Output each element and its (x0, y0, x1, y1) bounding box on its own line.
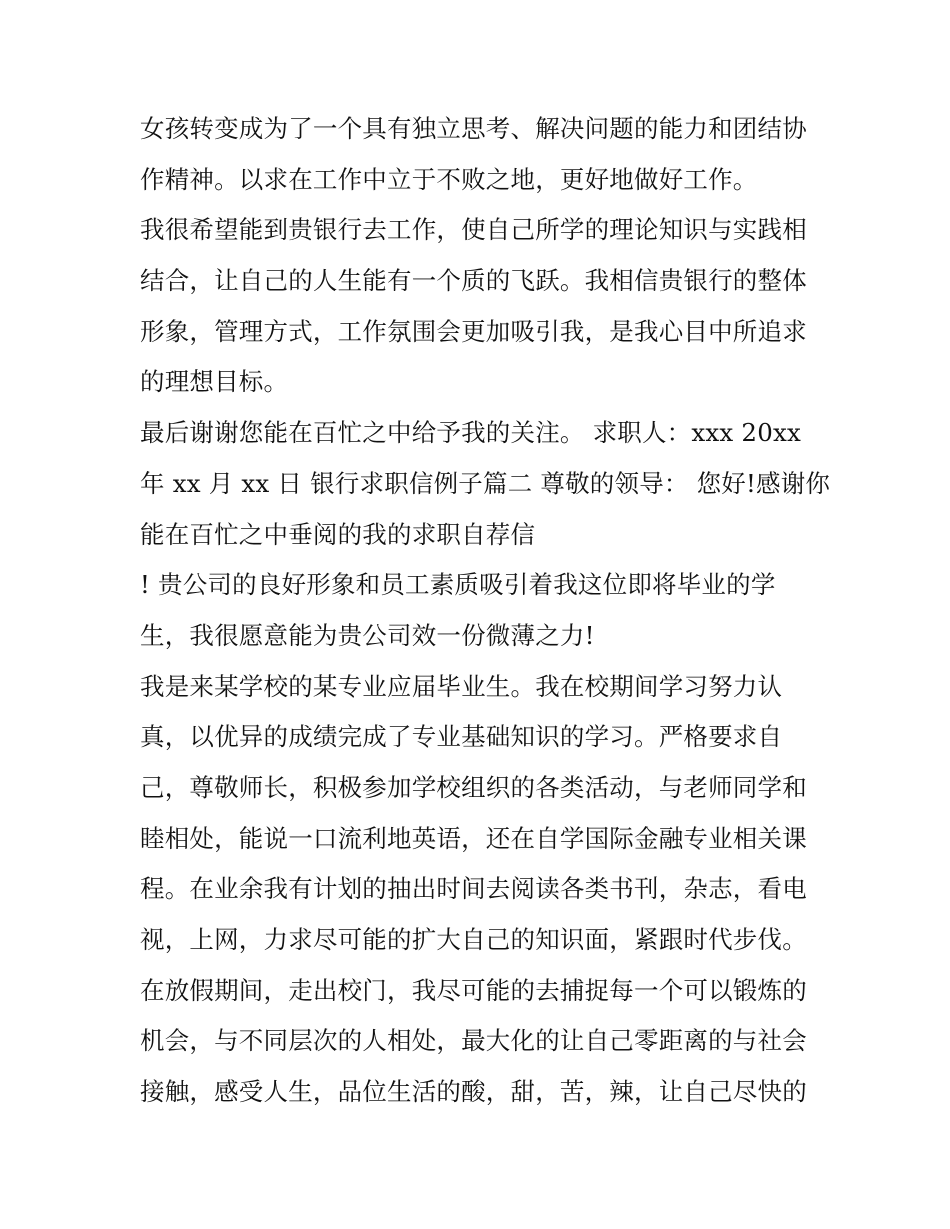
text-line: 真，以优异的成绩完成了专业基础知识的学习。严格要求自 (140, 722, 783, 752)
text-line: 女孩转变成为了一个具有独立思考、解决问题的能力和团结协 (140, 114, 807, 143)
text-line: 己，尊敬师长，积极参加学校组织的各类活动，与老师同学和 (140, 772, 807, 802)
text-line: 视，上网，力求尽可能的扩大自己的知识面，紧跟时代步伐。 (140, 925, 807, 954)
text-line: 的理想目标。 (140, 367, 289, 397)
text-line: 程。在业余我有计划的抽出时间去阅读各类书刊，杂志，看电 (140, 874, 807, 904)
text-line: 能在百忙之中垂阅的我的求职自荐信 (140, 519, 536, 549)
body-text (140, 104, 831, 1118)
text-line: 在放假期间，走出校门，我尽可能的去捕捉每一个可以锻炼的 (140, 975, 807, 1005)
text-line: 我很希望能到贵银行去工作，使自己所学的理论知识与实践相 (140, 215, 807, 245)
text-line: 接触，感受人生，品位生活的酸，甜，苦，辣，让自己尽快的 (140, 1077, 807, 1107)
text-line: 结合，让自己的人生能有一个质的飞跃。我相信贵银行的整体 (140, 266, 807, 296)
text-line: 机会，与不同层次的人相处，最大化的让自己零距离的与社会 (140, 1026, 807, 1056)
text-line: 我是来某学校的某专业应届毕业生。我在校期间学习努力认 (140, 671, 783, 701)
text-line: 形象，管理方式，工作氛围会更加吸引我，是我心目中所追求 (140, 316, 807, 346)
text-line: ! 贵公司的良好形象和员工素质吸引着我这位即将毕业的学 (140, 570, 776, 600)
text-line: 年 xx 月 xx 日 银行求职信例子篇二 尊敬的领导： 您好!感谢你 (140, 468, 831, 498)
text-line: 生，我很愿意能为贵公司效一份微薄之力! (140, 620, 595, 650)
text-line: 作精神。以求在工作中立于不败之地，更好地做好工作。 (140, 164, 758, 194)
text-line: 最后谢谢您能在百忙之中给予我的关注。 求职人：xxx 20xx (140, 418, 802, 448)
text-line: 睦相处，能说一口流利地英语，还在自学国际金融专业相关课 (140, 823, 807, 853)
